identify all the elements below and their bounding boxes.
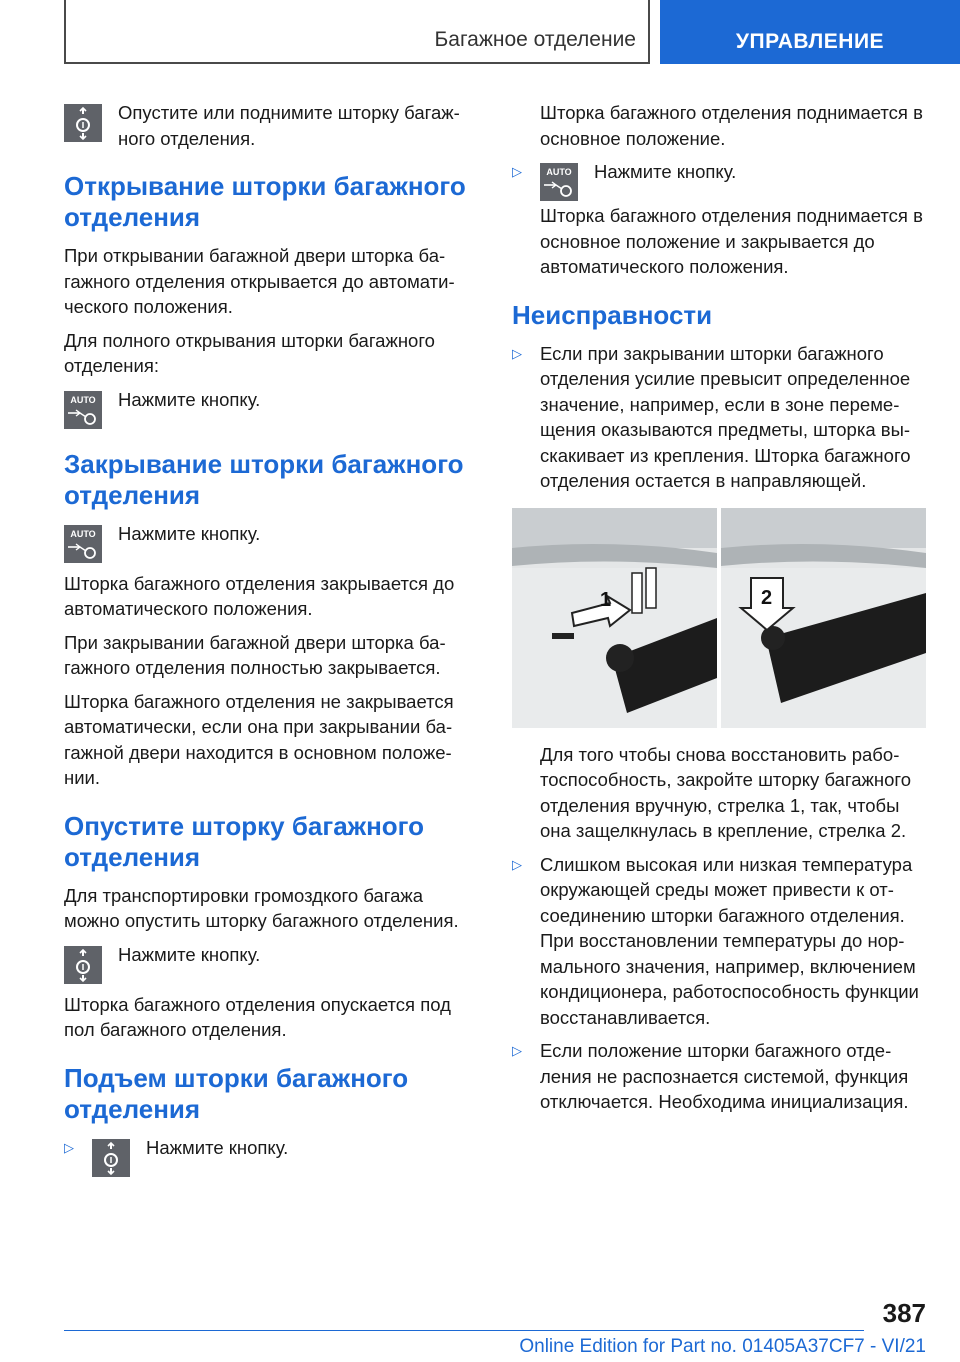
- raise2-press-text: Нажмите кнопку.: [594, 161, 737, 182]
- bullet-triangle-icon: ▷: [64, 1139, 74, 1155]
- svg-text:1: 1: [600, 588, 612, 611]
- close-paragraph-1: Шторка багажного отделения закрывается до автоматического положения.: [64, 572, 455, 619]
- auto-button-icon: [64, 525, 102, 563]
- close-paragraph-2: При закрывании багажной двери шторка багажного отделения полностью закрывается.: [64, 631, 446, 678]
- fault-item-2: [512, 852, 926, 1031]
- fault-text-1: Если при закрывании шторки багажного отделения усилие превысит определенное значение, например, если в зоне перемещения оказываются предметы, шторка выскакивает из крепления. Шторка багажного отделения остается в направляющей.: [540, 342, 911, 491]
- lower-raise-instruction: [64, 100, 478, 151]
- fault-text-2: Слишком высокая или низкая температура окружающей среды может привести к отсоединению шторки багажного отделения. При восстановлении температуры до нормального значения, например, включением кондиционера, работоспособность функции восстанавливается.: [540, 853, 919, 1028]
- shade-up-down-button-icon: [64, 946, 102, 984]
- raise2-instruction: [540, 159, 736, 201]
- auto-button-icon: [64, 391, 102, 429]
- svg-text:2: 2: [761, 586, 773, 609]
- svg-text:AUTO: AUTO: [70, 528, 96, 539]
- heading-open-shade: Открывание шторки багажного отделения: [64, 171, 466, 232]
- fault-fix-text: Для того чтобы снова восстановить работоспособность, закройте шторку багажного отделения вручную, стрелка 1, так, чтобы она защелкнулась в крепление, стрелка 2.: [540, 743, 912, 841]
- right-column: [512, 100, 926, 1123]
- raise-instruction: [92, 1135, 288, 1177]
- raise-press-text: Нажмите кнопку.: [146, 1136, 289, 1158]
- heading-faults: Неисправности: [512, 299, 713, 330]
- bullet-triangle-icon: ▷: [512, 1043, 522, 1058]
- heading-lower-shade: Опустите шторку багажного отделения: [64, 810, 425, 872]
- footer-edition: Online Edition for Part no. 01405A37CF7 - VI/21: [519, 1336, 926, 1357]
- fault-item-3: [512, 1038, 926, 1115]
- raise-step: [64, 1135, 478, 1177]
- shade-up-down-button-icon: [64, 104, 102, 142]
- fault-text-3: Если положение шторки багажного отделения не распознается системой, функция отключается. Необходима инициализация.: [540, 1040, 909, 1112]
- left-column: [64, 100, 478, 1185]
- open-paragraph-2: Для полного открывания шторки багажного отделения:: [64, 329, 435, 376]
- shade-reattach-photo: [512, 508, 926, 728]
- svg-text:AUTO: AUTO: [546, 167, 572, 177]
- section-title: Багажное отделение: [434, 28, 636, 51]
- close-instruction: [64, 521, 478, 563]
- auto-button-icon: [540, 163, 578, 201]
- footer-rule: [64, 1330, 864, 1331]
- bullet-triangle-icon: ▷: [512, 164, 522, 179]
- lower-raise-text: Опустите или поднимите шторку багажного отделения.: [118, 102, 460, 149]
- lower-paragraph-2: Шторка багажного отделения опускается под пол багажного отделения.: [64, 993, 451, 1040]
- open-press-text: Нажмите кнопку.: [118, 388, 261, 410]
- close-paragraph-3: Шторка багажного отделения не закрывается автоматически, если она при закрывании багажной двери находится в основном положении.: [64, 690, 454, 788]
- bullet-triangle-icon: ▷: [512, 345, 522, 361]
- svg-text:AUTO: AUTO: [70, 394, 96, 405]
- header-divider: [648, 0, 650, 64]
- chapter-tab[interactable]: УПРАВЛЕНИЕ: [660, 0, 960, 64]
- photo-arrow-1: [512, 508, 717, 728]
- close-press-text: Нажмите кнопку.: [118, 522, 261, 544]
- bullet-triangle-icon: ▷: [512, 856, 522, 872]
- lower-instruction: [64, 942, 478, 984]
- photo-arrow-2: [721, 508, 926, 728]
- page-number: 387: [882, 1298, 926, 1328]
- fault-item-1: [512, 341, 926, 494]
- shade-up-down-button-icon: [92, 1139, 130, 1177]
- raise2-step: [512, 159, 926, 201]
- raise-paragraph-1: Шторка багажного отделения поднимается в основное положение.: [540, 102, 923, 149]
- open-paragraph-1: При открывании багажной двери шторка багажного отделения открывается до автоматического положения.: [64, 245, 455, 317]
- header-bottom-rule: [64, 62, 650, 64]
- heading-raise-shade: Подъем шторки багажного отделения: [64, 1062, 409, 1124]
- heading-close-shade: Закрывание шторки багажного отделения: [64, 448, 464, 510]
- open-instruction: [64, 387, 478, 429]
- lower-paragraph-1: Для транспортировки громоздкого багажа можно опустить шторку багажного отделения.: [64, 884, 459, 931]
- raise-paragraph-2: Шторка багажного отделения поднимается в основное положение и закрывается до автоматического положения.: [540, 205, 923, 277]
- lower-press-text: Нажмите кнопку.: [118, 943, 261, 965]
